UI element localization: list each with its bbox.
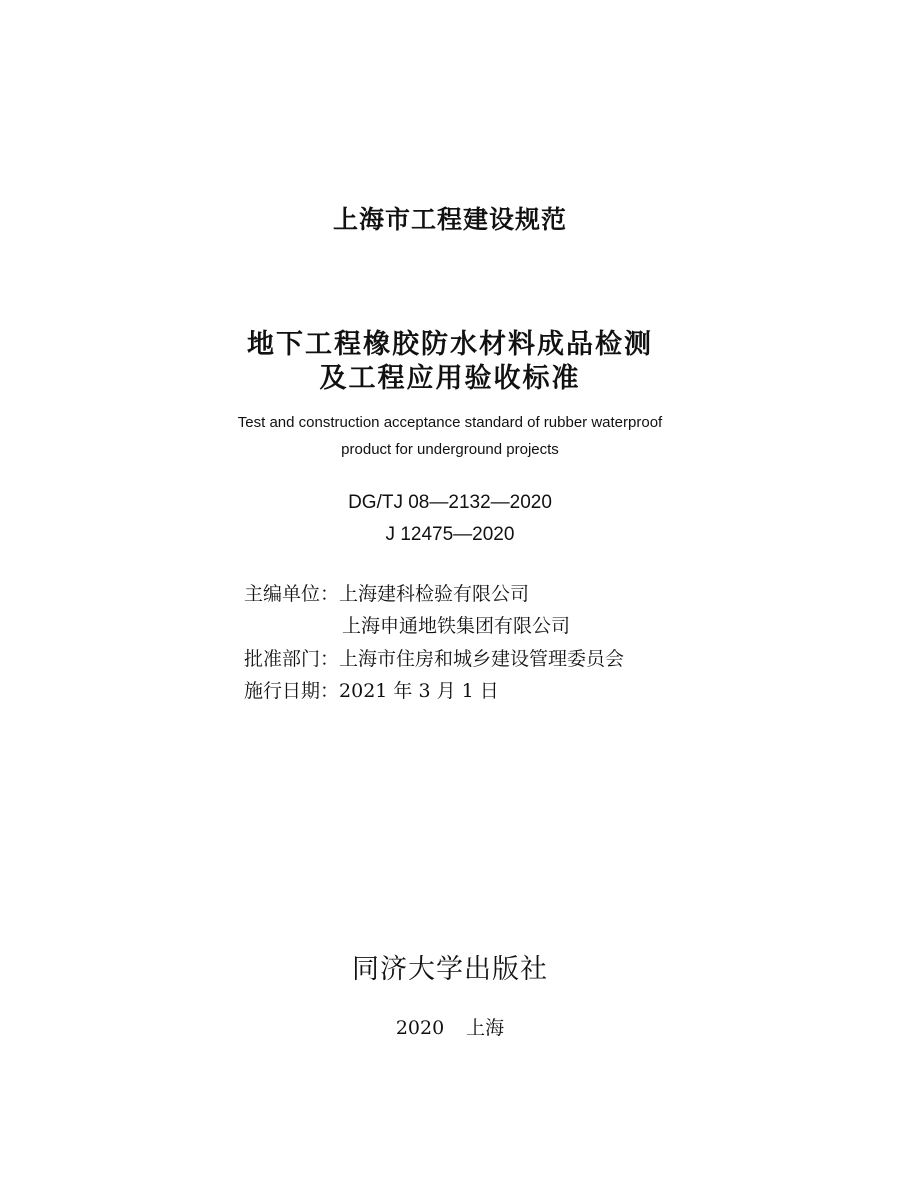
editor-unit-2: 上海申通地铁集团有限公司 <box>342 615 571 637</box>
effective-date: 2021 年 3 月 1 日 <box>339 680 499 702</box>
imprint <box>0 1013 900 1040</box>
publisher-name: 同济大学出版社 <box>352 954 548 985</box>
english-title-line-2: product for underground projects <box>341 441 559 458</box>
title-line-1: 地下工程橡胶防水材料成品检测 <box>247 329 653 360</box>
approver-unit: 上海市住房和城乡建设管理委员会 <box>339 648 625 670</box>
effective-date-label: 施行日期： <box>244 680 340 702</box>
effective-date-row <box>244 676 499 703</box>
approver-row <box>244 644 624 671</box>
editor-row-2 <box>244 611 570 638</box>
editor-label: 主编单位： <box>244 583 340 605</box>
editor-row <box>244 579 529 606</box>
approver-label: 批准部门： <box>244 648 340 670</box>
english-title-line-1: Test and construction acceptance standard of rubber waterproof <box>237 414 663 431</box>
standard-code: DG/TJ 08—2132—2020 <box>348 492 552 513</box>
title-line-2: 及工程应用验收标准 <box>319 363 581 394</box>
editor-unit-1: 上海建科检验有限公司 <box>339 583 530 605</box>
imprint-city: 上海 <box>466 1017 505 1039</box>
imprint-year: 2020 <box>395 1017 445 1039</box>
series-name: 上海市工程建设规范 <box>332 205 567 234</box>
record-code: J 12475—2020 <box>385 524 515 545</box>
